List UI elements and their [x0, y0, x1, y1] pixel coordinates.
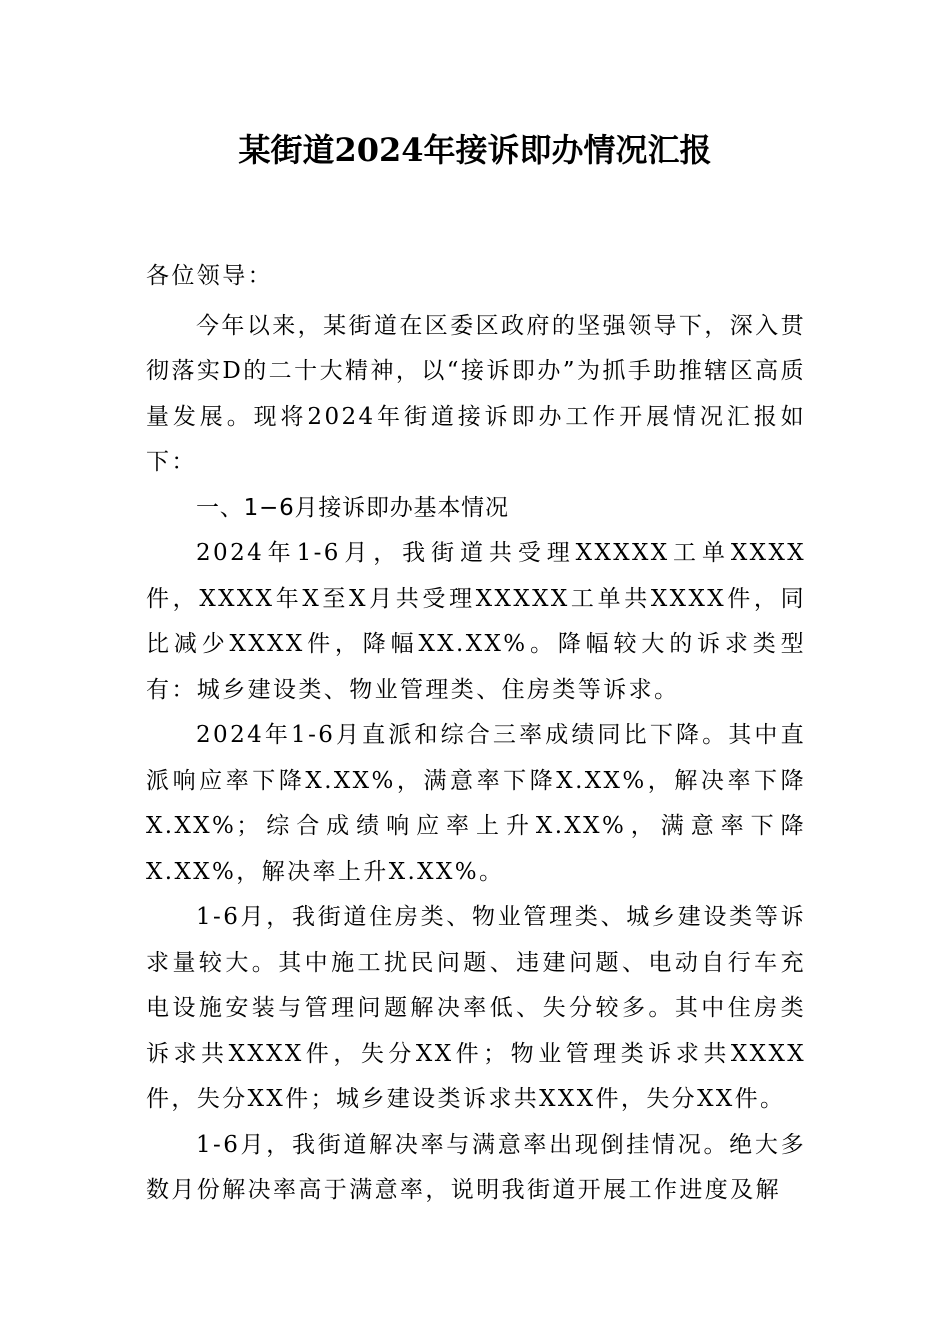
body-paragraph: 2024年1-6月直派和综合三率成绩同比下降。其中直派响应率下降X.XX%，满意率下降X.XX%，解决率下降X.XX%；综合成绩响应率上升X.XX%，满意率下降X.XX%，解决率上升X.XX%。 [146, 722, 806, 885]
document-body [146, 254, 806, 1214]
intro-paragraph: 今年以来，某街道在区委区政府的坚强领导下，深入贯彻落实D的二十大精神，以“接诉即办”为抓手助推辖区高质量发展。现将2024年街道接诉即办工作开展情况汇报如下： [146, 312, 806, 475]
body-paragraph: 1-6月，我街道住房类、物业管理类、城乡建设类等诉求量较大。其中施工扰民问题、违建问题、电动自行车充电设施安装与管理问题解决率低、失分较多。其中住房类诉求共XXXX件，失分XX件；物业管理类诉求共XXXX件，失分XX件；城乡建设类诉求共XXX件，失分XX件。 [146, 904, 806, 1112]
salutation: 各位领导： [146, 263, 273, 289]
body-paragraph: 1-6月，我街道解决率与满意率出现倒挂情况。绝大多数月份解决率高于满意率，说明我街道开展工作进度及解 [146, 1131, 806, 1203]
document-title: 某街道2024年接诉即办情况汇报 [238, 131, 712, 169]
section-heading: 一、1−6月接诉即办基本情况 [196, 494, 509, 521]
body-paragraph: 2024年1-6月，我街道共受理XXXXX工单XXXX件，XXXX年X至X月共受理XXXXX工单共XXXX件，同比减少XXXX件，降幅XX.XX%。降幅较大的诉求类型有：城乡建设类、物业管理类、住房类等诉求。 [146, 540, 806, 703]
